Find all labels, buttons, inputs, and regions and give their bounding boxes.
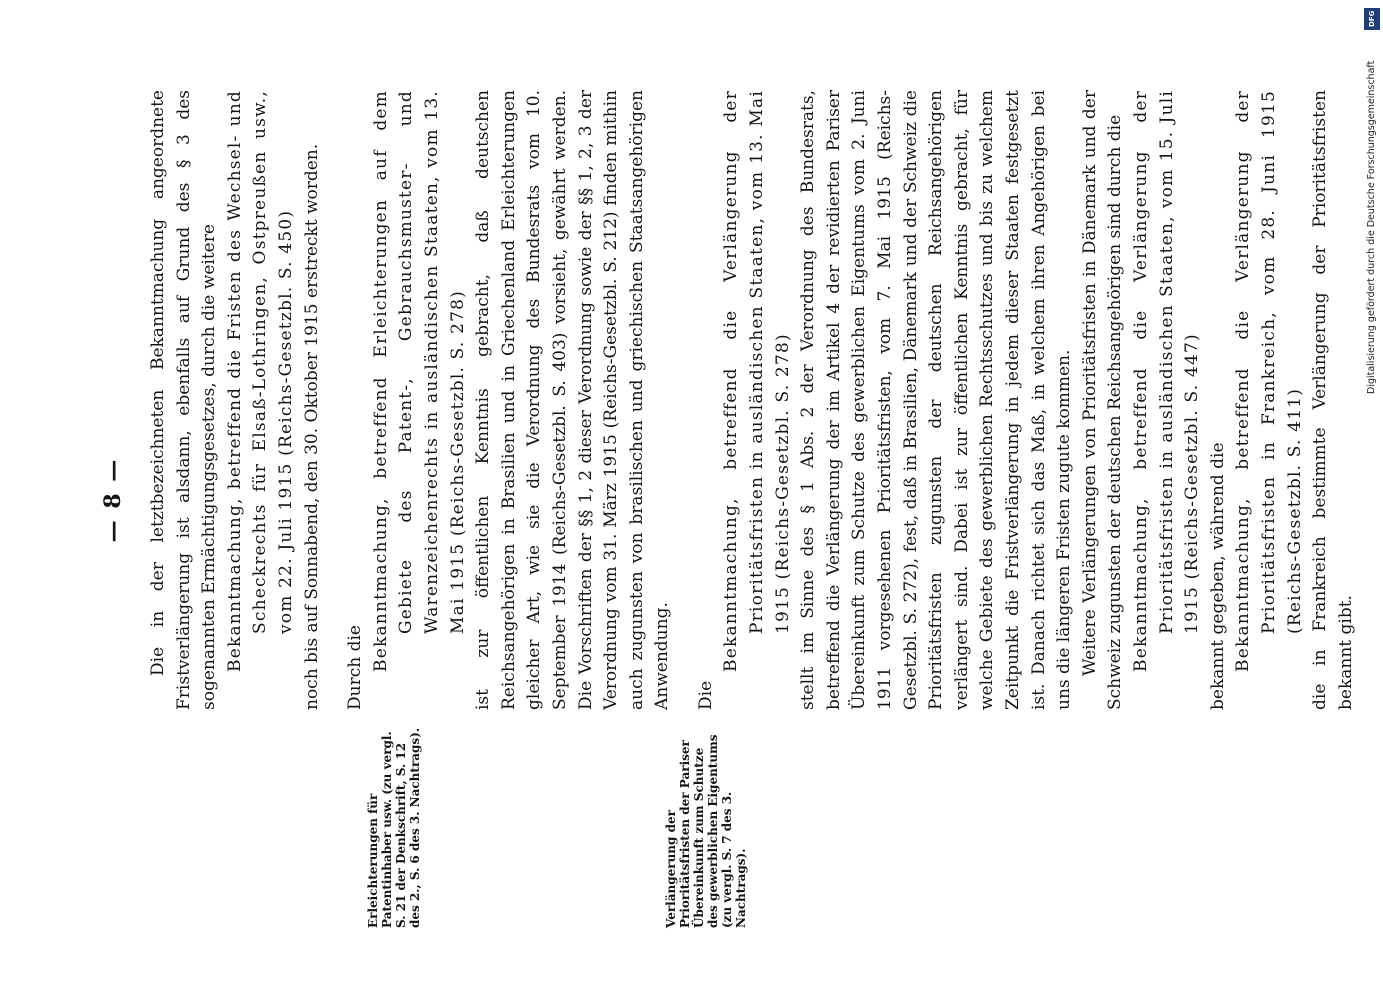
page-number: — 8 — xyxy=(100,457,126,543)
margin-note-priority: Verlängerung der Prioritätsfristen der Pariser Übereinkunft zum Schutze des gewerblichen Eigentums (zu vergl. S. 7 des 3. Nachtrags). xyxy=(664,734,748,928)
paragraph-4-end: die in Frankreich bestimmte Verlängerung der Prioritätsfristen bekannt gibt. xyxy=(1310,90,1356,710)
paragraph-1: Die in der letztbezeichneten Bekanntmachung angeordnete Fristverlängerung ist alsdann, ebenfalls auf Grund des § 3 des sogenannten Ermächtigungsgesetzes, durch die weitere xyxy=(148,90,220,710)
dfg-logo: DFG xyxy=(1364,8,1380,30)
paragraph-3-intro: Die xyxy=(695,680,716,710)
document-body xyxy=(146,90,1359,710)
announcement-priority-france: Bekanntmachung, betreffend die Verlängerung der Prioritätsfristen in Frankreich, vom 28. Juni 1915 (Reichs-Gesetzbl. S. 411) xyxy=(1233,90,1305,672)
paragraph-2-intro: Durch die xyxy=(345,625,366,710)
announcement-patent: Bekanntmachung, betreffend Erleichterungen auf dem Gebiete des Patent-, Gebrauchsmuster- und Warenzeichenrechts in ausländischen Staaten, vom 13. Mai 1915 (Reichs-Gesetzbl. S. 278) xyxy=(370,90,468,672)
paragraph-4: Weitere Verlängerungen von Prioritätsfristen in Dänemark und der Schweiz zugunsten der deutschen Reichsangehörigen sind durch die xyxy=(1079,90,1126,710)
paragraph-3-body: stellt im Sinne des § 1 Abs. 2 der Verordnung des Bundesrats, betreffend die Verlängerung der im Artikel 4 der revidierten Pariser Übereinkunft zum Schutze des gewerblichen Eigentums vom 2. Juni 1911 vorgesehenen Prioritätsfristen, vom 7. Mai 1915 (Reichs-Gesetzbl. S. 272), fest, daß in Brasilien, Dänemark und der Schweiz die Prioritätsfristen zugunsten der deutschen Reichsangehörigen verlängert sind. Dabei ist zur öffentlichen Kenntnis gebracht, für welche Gebiete des gewerblichen Rechtsschutzes und bis zu welchem Zeitpunkt die Fristverlängerung in jedem dieser Staaten festgesetzt ist. Danach richtet sich das Maß, in welchem ihren Angehörigen bei uns die längeren Fristen zugute kommen. xyxy=(798,90,1075,710)
digitization-credit: Digitalisierung gefördert durch die Deutsche Forschungsgemeinschaft xyxy=(1366,60,1377,394)
announcement-priority-july: Bekanntmachung, betreffend die Verlängerung der Prioritätsfristen in ausländischen Staaten, vom 15. Juli 1915 (Reichs-Gesetzbl. S. 447) xyxy=(1130,90,1203,672)
paragraph-2-body: ist zur öffentlichen Kenntnis gebracht, daß deutschen Reichsangehörigen in Brasilien und in Griechenland Erleichterungen gleicher Art, wie sie die Verordnung des Bundesrats vom 10. September 1914 (Reichs-Gesetzbl. S. 403) vorsieht, gewährt werden. Die Vorschriften der §§ 1, 2 dieser Verordnung sowie der §§ 1, 2, 3 der Verordnung vom 31. März 1915 (Reichs-Gesetzbl. S. 212) finden mithin auch zugunsten von brasilischen und griechischen Staatsangehörigen Anwendung. xyxy=(473,90,673,710)
paragraph-1-end: noch bis auf Sonnabend, den 30. Oktober 1915 erstreckt worden. xyxy=(301,143,322,710)
announcement-priority-may: Bekanntmachung, betreffend die Verlängerung der Prioritätsfristen in ausländischen Staaten, vom 13. Mai 1915 (Reichs-Gesetzbl. S. 278) xyxy=(721,90,793,672)
announcement-wechsel: Bekanntmachung, betreffend die Fristen des Wechsel- und Scheckrechts für Elsaß-Lothringen, Ostpreußen usw., vom 22. Juli 1915 (Reichs-Gesetzbl. S. 450) xyxy=(224,90,296,672)
margin-note-patent: Erleichterungen für Patentinhaber usw. (zu vergl. S. 21 der Denkschrift, S. 12 des 2., S. 6 des 3. Nachtrags). xyxy=(366,727,422,928)
paragraph-4-mid: bekannt gegeben, während die xyxy=(1207,442,1228,710)
